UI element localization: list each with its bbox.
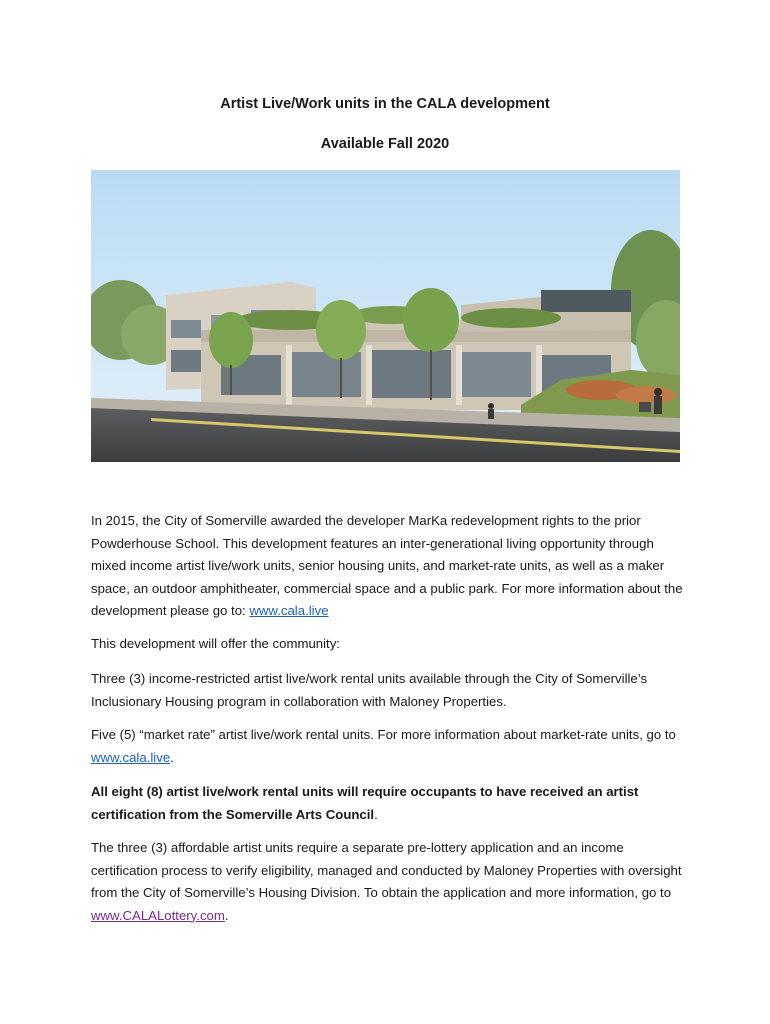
market-rate-end: . bbox=[170, 749, 174, 765]
document-subtitle: Available Fall 2020 bbox=[320, 136, 450, 152]
market-rate-text: Five (5) “market rate” artist live/work rental units. For more information about market-rate units, go to bbox=[91, 727, 676, 742]
intro-text: In 2015, the City of Somerville awarded the developer MarKa redevelopment rights to the prior Powderhouse School. This development features an inter-generational living opportunity through mixed income artist live/work units, senior housing units, and market-rate units, as well as a maker space, an outdoor amphitheater, commercial space and a public park. For more information about the development please go to: bbox=[91, 513, 683, 618]
affordable-end: . bbox=[224, 907, 229, 923]
certification-text: All eight (8) artist live/work rental units will require occupants to have received an artist certification from the Somerville Arts Council bbox=[91, 784, 639, 822]
offer-text: This development will offer the community: bbox=[91, 636, 340, 651]
income-restricted-text: Three (3) income-restricted artist live/work rental units available through the City of Somerville’s Inclusionary Housing program in collaboration with Maloney Properties. bbox=[91, 671, 648, 709]
affordable-paragraph bbox=[91, 837, 691, 927]
document-title: Artist Live/Work units in the CALA development bbox=[220, 96, 550, 112]
market-rate-paragraph bbox=[91, 724, 691, 769]
certification-paragraph bbox=[91, 781, 691, 826]
building-rendering-image bbox=[91, 170, 680, 462]
market-rate-cala-live-link[interactable]: www.cala.live bbox=[91, 749, 171, 765]
cala-lottery-link[interactable]: www.CALALottery.com bbox=[91, 907, 225, 923]
affordable-text: The three (3) affordable artist units require a separate pre-lottery application and an income certification process to verify eligibility, managed and conducted by Maloney Properties with oversight from the City of Somerville’s Housing Division. To obtain the application and more information, go to bbox=[91, 840, 682, 900]
intro-paragraph bbox=[91, 510, 691, 623]
certification-end: . bbox=[374, 806, 378, 822]
income-restricted-paragraph bbox=[91, 668, 691, 713]
offer-paragraph bbox=[91, 633, 691, 656]
cala-live-link[interactable]: www.cala.live bbox=[249, 603, 329, 618]
